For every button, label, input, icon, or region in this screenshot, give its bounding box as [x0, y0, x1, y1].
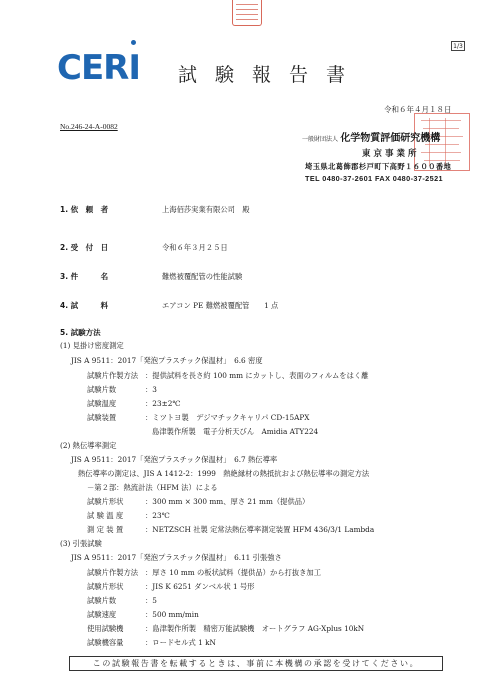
document-number: No.246-24-A-0082: [60, 122, 118, 131]
issue-date: 令和６年４月１８日: [384, 105, 452, 114]
density-standard: JIS A 9511：2017「発泡プラスチック保温材」 6.6 密度: [71, 356, 263, 365]
thermal-row-value: ：300 mm × 300 mm、厚さ 21 mm（提供品）: [145, 497, 310, 506]
subject-label: 3. 件 名: [60, 272, 109, 281]
tensile-row-key: 試験機容量: [87, 638, 124, 647]
thermal-section-title: (2) 熱伝導率測定: [60, 441, 117, 450]
tensile-row-key: 試験速度: [87, 610, 117, 619]
sample-value: エアコン PE 難燃被覆配管 1 点: [162, 301, 279, 310]
tensile-row-value: ：厚さ 10 mm の板状試料（提供品）から打抜き加工: [145, 568, 322, 577]
density-row-key: 試験温度: [87, 399, 117, 408]
tensile-row-value: ：5: [145, 596, 157, 605]
density-row-value: ：23±2℃: [145, 399, 181, 408]
tensile-row-key: 使用試験機: [87, 624, 124, 633]
issuer-prefix: 一般財団法人: [302, 136, 339, 143]
page-number: 1/3: [451, 41, 465, 51]
tensile-row-value: ：JIS K 6251 ダンベル状 1 号形: [145, 582, 255, 591]
ceri-logo: CERI: [57, 48, 141, 88]
density-row-value: ：3: [145, 385, 157, 394]
issuer-address: 埼玉県北葛飾郡杉戸町下高野１６００番地: [305, 162, 452, 171]
thermal-row-value: ：NETZSCH 社製 定常法熱伝導率測定装置 HFM 436/3/1 Lambda: [145, 525, 375, 534]
density-row-value: 島津製作所製 電子分析天びん Amidia ATY224: [152, 427, 319, 436]
density-row-value: ：ミツトヨ製 デジマチックキャリパ CD-15APX: [145, 413, 310, 422]
issuer-name: 化学物質評価研究機構: [340, 133, 441, 144]
thermal-row-key: 試験片形状: [87, 497, 124, 506]
thermal-note-continued: －第２部：熱流計法（HFM 法）による: [87, 483, 218, 492]
subject-value: 難燃被覆配管の性能試験: [162, 272, 243, 281]
client-value: 上海佰莎実業有限公司 殿: [162, 205, 250, 214]
tensile-row-key: 試験片作製方法: [87, 568, 139, 577]
tensile-section-title: (3) 引張試験: [60, 539, 102, 548]
tensile-row-key: 試験片形状: [87, 582, 124, 591]
received-date-label: 2. 受 付 日: [60, 243, 109, 252]
tensile-row-value: ：島津製作所製 精密万能試験機 オートグラフ AG-Xplus 10kN: [145, 624, 365, 633]
tensile-standard: JIS A 9511：2017「発泡プラスチック保温材」 6.11 引張強さ: [71, 553, 282, 562]
tensile-row-key: 試験片数: [87, 596, 117, 605]
test-method-heading: 5. 試験方法: [60, 328, 101, 337]
thermal-standard: JIS A 9511：2017「発泡プラスチック保温材」 6.7 熱伝導率: [71, 455, 278, 464]
issuer-office: 東京事業所: [362, 149, 420, 159]
logo-dot-mark: [131, 40, 136, 45]
density-row-key: 試験装置: [87, 413, 117, 422]
density-row-key: 試験片作製方法: [87, 371, 139, 380]
density-row-value: ：提供試料を長さ約 100 mm にカットし、表面のフィルムをはく離: [145, 371, 369, 380]
thermal-note: 熱伝導率の測定は、JIS A 1412-2：1999 熱絶縁材の熱抵抗および熱伝導率の測定方法: [78, 469, 370, 478]
top-seal-stamp: [232, 0, 262, 26]
tensile-row-value: ：ロードセル式 1 kN: [145, 638, 216, 647]
density-row-key: 試験片数: [87, 385, 117, 394]
sample-label: 4. 試 料: [60, 301, 109, 310]
thermal-row-value: ：23℃: [145, 511, 170, 520]
reproduction-notice: この試験報告書を転載するときは、事前に本機構の承認を受けてください。: [69, 656, 443, 671]
density-section-title: (1) 見掛け密度測定: [60, 341, 124, 350]
tensile-row-value: ：500 mm/min: [145, 610, 199, 619]
received-date-value: 令和６年３月２５日: [162, 243, 228, 252]
thermal-row-key: 測 定 装 置: [87, 525, 124, 534]
document-title: 試験報告書: [178, 64, 364, 86]
issuer-organization: [302, 134, 440, 144]
thermal-row-key: 試 験 温 度: [87, 511, 124, 520]
client-label: 1. 依 頼 者: [60, 205, 109, 214]
issuer-tel-fax: TEL 0480-37-2601 FAX 0480-37-2521: [305, 174, 444, 183]
